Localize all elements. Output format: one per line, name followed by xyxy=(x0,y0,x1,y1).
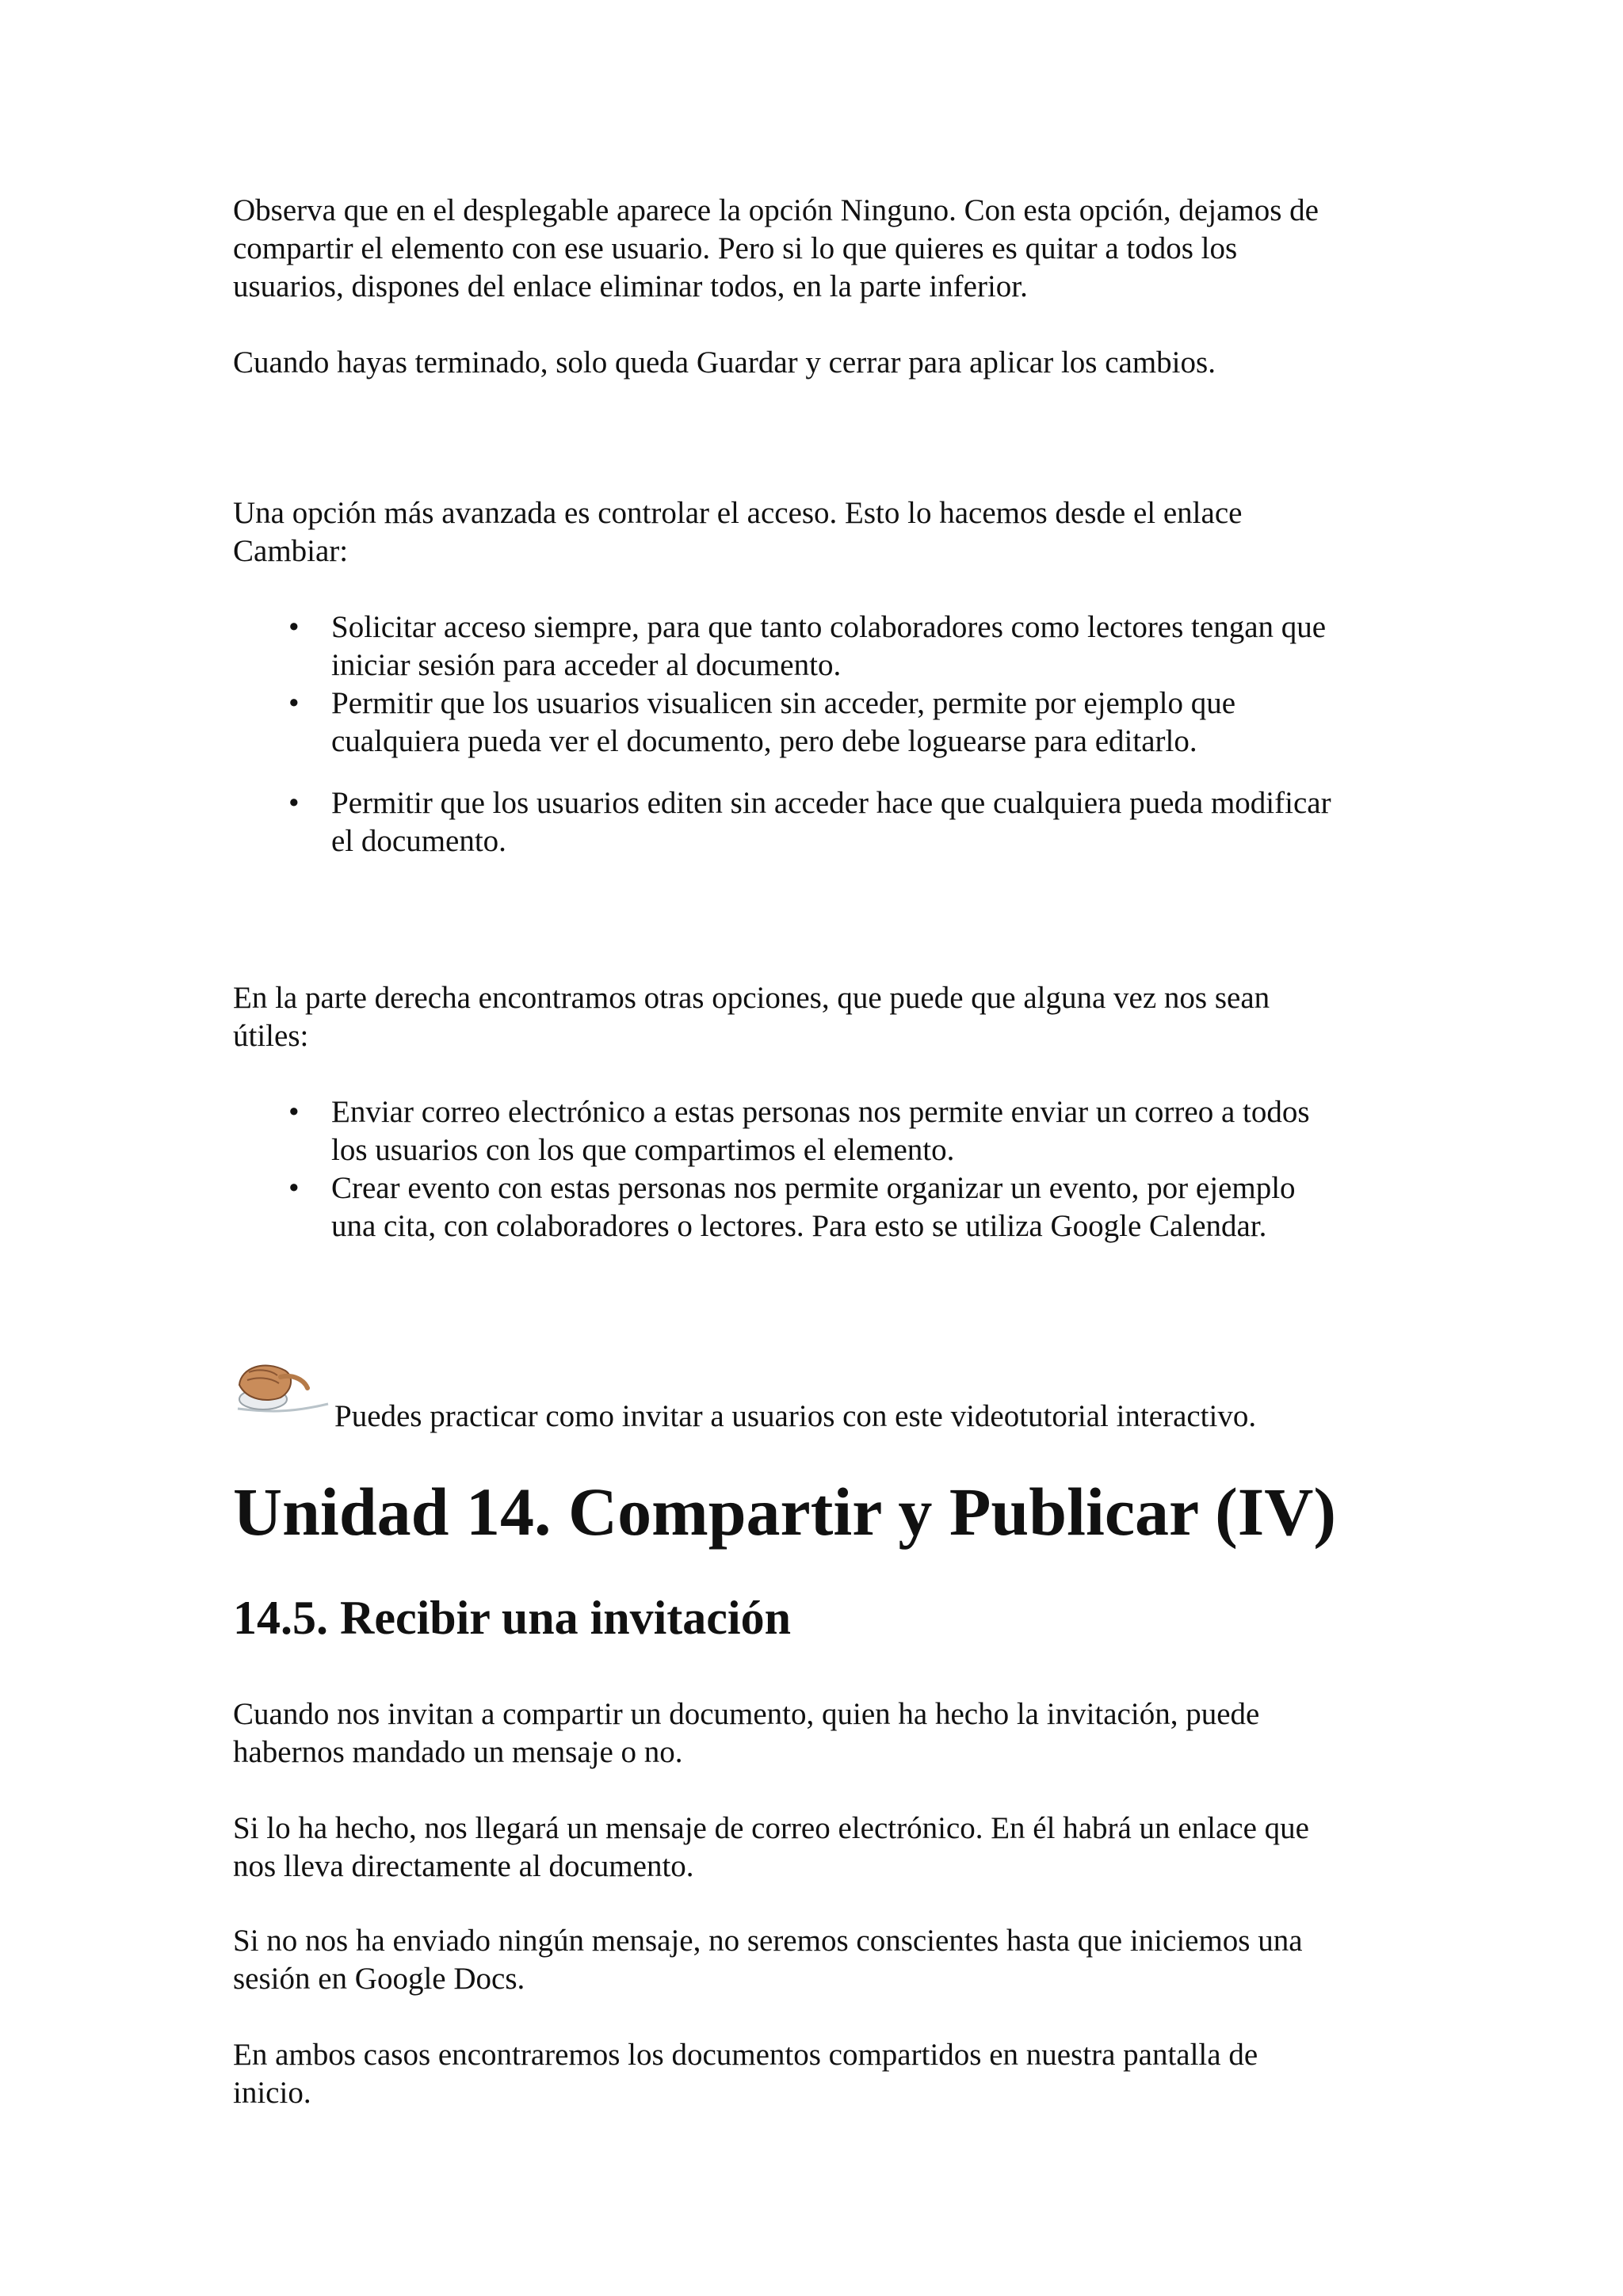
paragraph-line: sesión en Google Docs. xyxy=(233,1962,525,1996)
paragraph-line: Cuando hayas terminado, solo queda Guardar y cerrar para aplicar los cambios. xyxy=(233,345,1216,379)
list-item-line: el documento. xyxy=(331,824,506,858)
paragraph-acceso xyxy=(233,494,1406,570)
unit-title: Unidad 14. Compartir y Publicar (IV) xyxy=(233,1474,1336,1550)
paragraph-line: Cambiar: xyxy=(233,534,349,568)
list-item-line: Permitir que los usuarios visualicen sin acceder, permite por ejemplo que xyxy=(331,686,1236,720)
paragraph-line: compartir el elemento con ese usuario. Pero si lo que quieres es quitar a todos los xyxy=(233,231,1238,265)
right-options-list xyxy=(233,1093,1406,1245)
list-item xyxy=(233,784,1406,860)
paragraph-line: Una opción más avanzada es controlar el acceso. Esto lo hacemos desde el enlace xyxy=(233,496,1243,530)
list-item xyxy=(233,685,1406,761)
practice-text[interactable]: Puedes practicar como invitar a usuarios con este videotutorial interactivo. xyxy=(334,1399,1257,1433)
paragraph-guardar xyxy=(233,344,1406,382)
bullet-icon: • xyxy=(288,1171,300,1205)
paragraph-invitacion xyxy=(233,1695,1406,1772)
mouse-hand-icon xyxy=(233,1353,331,1421)
list-item-line: Permitir que los usuarios editen sin acceder hace que cualquiera pueda modificar xyxy=(331,786,1331,820)
paragraph-line: Cuando nos invitan a compartir un documento, quien ha hecho la invitación, puede xyxy=(233,1697,1260,1731)
list-item xyxy=(233,1093,1406,1169)
bullet-icon: • xyxy=(288,786,300,820)
section-title: 14.5. Recibir una invitación xyxy=(233,1592,791,1644)
practice-link-text[interactable] xyxy=(334,1398,1256,1436)
list-item-line: una cita, con colaboradores o lectores. Para esto se utiliza Google Calendar. xyxy=(331,1209,1267,1243)
paragraph-ninguno xyxy=(233,192,1406,306)
paragraph-line: En la parte derecha encontramos otras opciones, que puede que alguna vez nos sean xyxy=(233,981,1270,1015)
list-item xyxy=(233,608,1406,685)
bullet-icon: • xyxy=(288,610,300,644)
list-item-line: los usuarios con los que compartimos el elemento. xyxy=(331,1133,955,1167)
bullet-icon: • xyxy=(288,1095,300,1129)
paragraph-line: Si lo ha hecho, nos llegará un mensaje de correo electrónico. En él habrá un enlace que xyxy=(233,1811,1309,1845)
paragraph-line: usuarios, dispones del enlace eliminar todos, en la parte inferior. xyxy=(233,269,1028,303)
paragraph-line: Si no nos ha enviado ningún mensaje, no seremos conscientes hasta que iniciemos una xyxy=(233,1924,1303,1958)
access-options-list xyxy=(233,608,1406,860)
paragraph-line: útiles: xyxy=(233,1019,309,1053)
list-item-line: cualquiera pueda ver el documento, pero debe loguearse para editarlo. xyxy=(331,724,1197,758)
paragraph-line: Observa que en el desplegable aparece la opción Ninguno. Con esta opción, dejamos de xyxy=(233,193,1319,227)
paragraph-line: habernos mandado un mensaje o no. xyxy=(233,1735,683,1769)
list-item-line: Crear evento con estas personas nos permite organizar un evento, por ejemplo xyxy=(331,1171,1296,1205)
list-item-line: iniciar sesión para acceder al documento. xyxy=(331,648,842,682)
paragraph-ambos-casos xyxy=(233,2036,1406,2112)
paragraph-line: nos lleva directamente al documento. xyxy=(233,1849,694,1883)
bullet-icon: • xyxy=(288,686,300,720)
list-item xyxy=(233,1169,1406,1245)
paragraph-parte-derecha xyxy=(233,979,1406,1055)
paragraph-correo xyxy=(233,1810,1406,1886)
paragraph-sin-mensaje xyxy=(233,1922,1406,1998)
paragraph-line: inicio. xyxy=(233,2076,311,2110)
list-item-line: Solicitar acceso siempre, para que tanto colaboradores como lectores tengan que xyxy=(331,610,1327,644)
paragraph-line: En ambos casos encontraremos los documentos compartidos en nuestra pantalla de xyxy=(233,2038,1258,2072)
list-item-line: Enviar correo electrónico a estas personas nos permite enviar un correo a todos xyxy=(331,1095,1310,1129)
